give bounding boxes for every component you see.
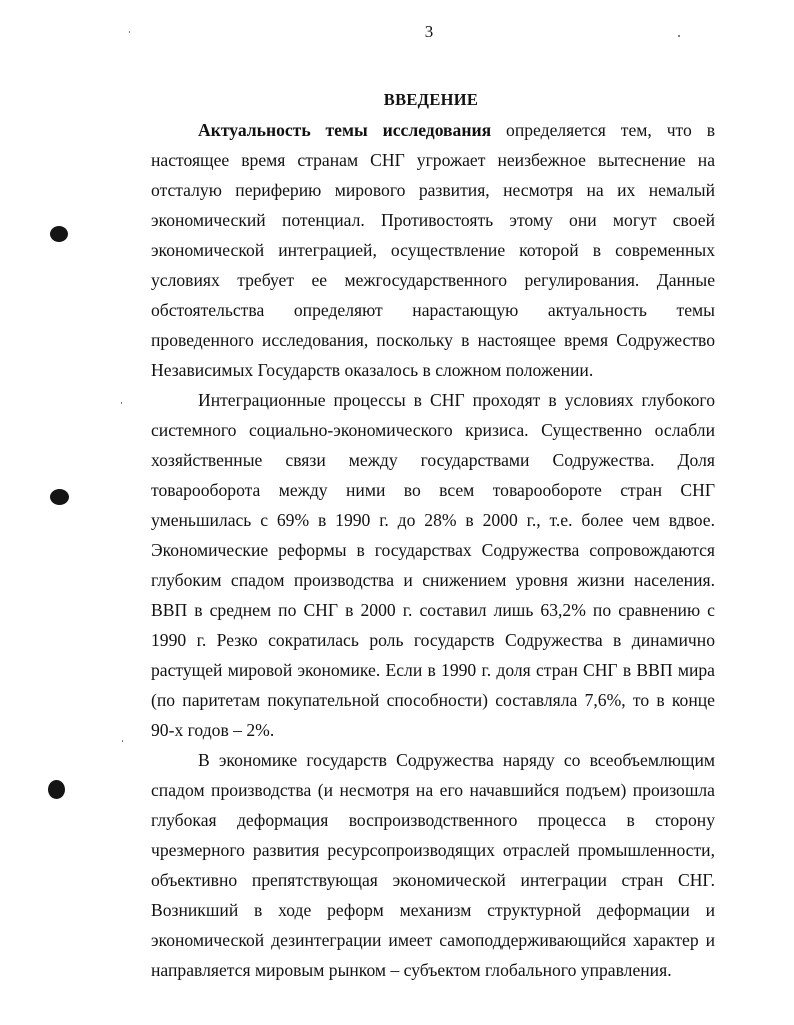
scan-speck <box>678 35 680 37</box>
scan-speck <box>129 31 130 33</box>
scan-speck <box>122 740 123 742</box>
punch-hole-mark <box>48 780 65 799</box>
paragraph-2 <box>151 385 715 745</box>
scan-speck <box>121 402 122 404</box>
body-text <box>151 115 715 985</box>
punch-hole-mark <box>50 226 68 242</box>
punch-hole-mark <box>50 489 69 505</box>
page-number: 3 <box>424 22 434 41</box>
paragraph-2-text: Интеграционные процессы в СНГ проходят в условиях глубокого системного социально-экономического кризиса. Существенно ослабли хозяйственные связи между государствами Содружества. Доля товарооборота между ними во всем товарообороте стран СНГ уменьшилась с 69% в 1990 г. до 28% в 2000 г., т.е. более чем вдвое. Экономические реформы в государствах Содружества сопровождаются глубоким спадом производства и снижением уровня жизни населения. ВВП в среднем по СНГ в 2000 г. составил лишь 63,2% по сравнению с 1990 г. Резко сократилась роль государств Содружества в динамично растущей мировой экономике. Если в 1990 г. доля стран СНГ в ВВП мира (по паритетам покупательной способности) составляла 7,6%, то в конце 90-х годов – 2%. <box>151 390 715 740</box>
paragraph-1 <box>151 115 715 385</box>
paragraph-3 <box>151 745 715 985</box>
paragraph-3-text: В экономике государств Содружества наряду со всеобъемлющим спадом производства (и несмотря на его начавшийся подъем) произошла глубокая деформация воспроизводственного процесса в сторону чрезмерного развития ресурсопроизводящих отраслей промышленности, объективно препятствующая экономической интеграции стран СНГ. Возникший в ходе реформ механизм структурной деформации и экономической дезинтеграции имеет самоподдерживающийся характер и направляется мировым рынком – субъектом глобального управления. <box>151 750 715 980</box>
section-heading: ВВЕДЕНИЕ <box>383 90 479 109</box>
paragraph-1-text: определяется тем, что в настоящее время странам СНГ угрожает неизбежное вытеснение на отсталую периферию мирового развития, несмотря на их немалый экономический потенциал. Противостоять этому они могут своей экономической интеграцией, осуществление которой в современных условиях требует ее межгосударственного регулирования. Данные обстоятельства определяют нарастающую актуальность темы проведенного исследования, поскольку в настоящее время Содружество Независимых Государств оказалось в сложном положении. <box>151 120 716 380</box>
paragraph-1-lead: Актуальность темы исследования <box>198 120 492 140</box>
